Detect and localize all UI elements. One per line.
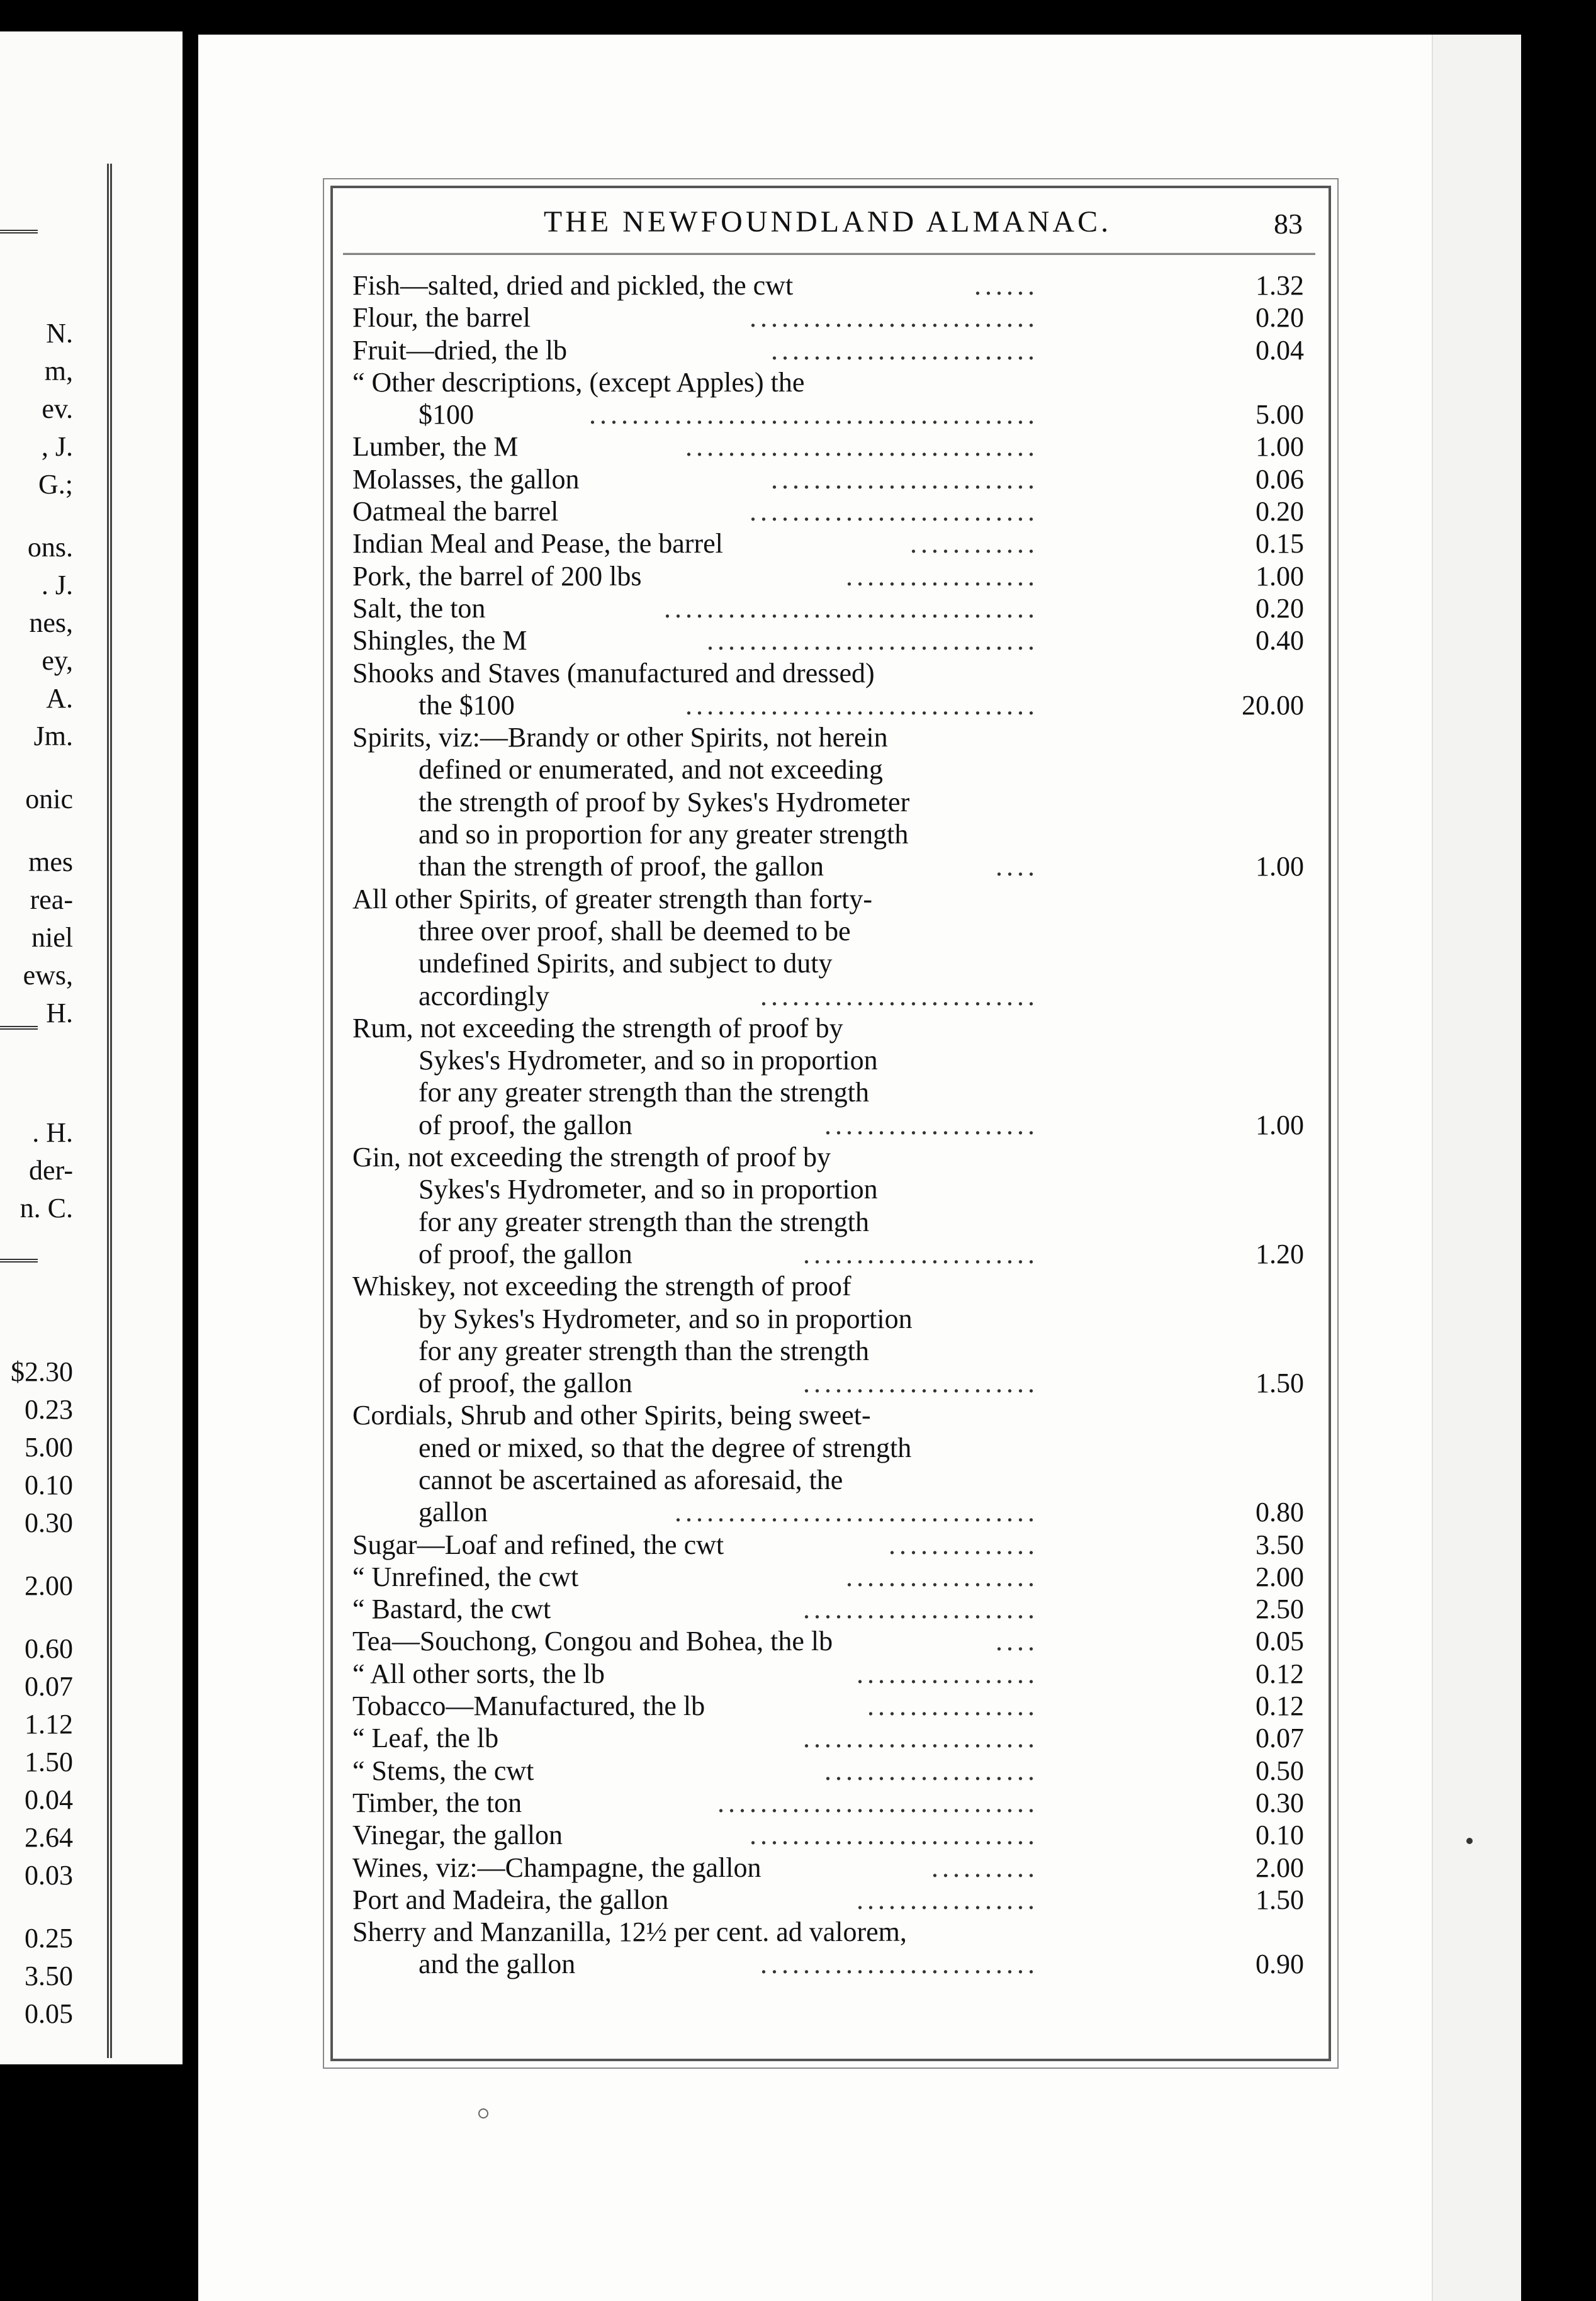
leader-dots: .............. [889, 1529, 1038, 1560]
leader-dots: ......................... [771, 463, 1038, 495]
ink-speck [1466, 1838, 1473, 1844]
tariff-row [352, 1722, 1309, 1754]
leader-dots: ................ [867, 1691, 1038, 1722]
tariff-row [352, 1819, 1309, 1851]
duty-value: 2.50 [1256, 1594, 1304, 1625]
tariff-row [352, 1367, 1309, 1399]
left-page-text: A. [46, 683, 73, 714]
tariff-row [352, 1529, 1309, 1561]
leader-dots: ...................... [803, 1368, 1038, 1399]
tariff-row [352, 366, 1309, 398]
tariff-row [352, 624, 1309, 656]
tariff-item: accordingly [419, 980, 549, 1011]
tariff-item: “ Bastard, the cwt [352, 1594, 551, 1625]
tariff-row [352, 301, 1309, 334]
tariff-row [352, 883, 1309, 915]
duty-value: 0.15 [1256, 528, 1304, 560]
left-page-value: 0.10 [25, 1470, 73, 1500]
left-page-value: 1.50 [25, 1747, 73, 1777]
leader-dots: .............................. [717, 1787, 1038, 1818]
left-page-text: . J. [41, 570, 73, 600]
tariff-item: of proof, the gallon [419, 1368, 632, 1399]
tariff-row [352, 1303, 1309, 1335]
left-page-value: 1.12 [25, 1709, 73, 1740]
duty-value: 1.50 [1256, 1368, 1304, 1399]
tariff-item: the strength of proof by Sykes's Hydrometer [419, 786, 910, 818]
duty-value: 0.20 [1256, 496, 1304, 527]
leader-dots: ................................. [685, 431, 1038, 463]
duty-value: 1.20 [1256, 1238, 1304, 1269]
tariff-item: Wines, viz:—Champagne, the gallon [352, 1852, 761, 1883]
tariff-item: than the strength of proof, the gallon [419, 851, 824, 882]
header-rule [343, 253, 1315, 255]
tariff-row [352, 1173, 1309, 1205]
tariff-item: and so in proportion for any greater strength [419, 819, 909, 850]
running-header [340, 205, 1315, 249]
tariff-item: gallon [419, 1497, 488, 1528]
tariff-row [352, 269, 1309, 301]
tariff-item: “ Stems, the cwt [352, 1755, 534, 1786]
tariff-item: Tobacco—Manufactured, the lb [352, 1691, 705, 1722]
duty-value: 0.90 [1256, 1949, 1304, 1980]
left-page-value: 3.50 [25, 1961, 73, 1991]
duty-value: 20.00 [1242, 689, 1304, 721]
left-page-value: 2.64 [25, 1822, 73, 1853]
leader-dots: ...................... [803, 1238, 1038, 1269]
left-page-text: ey, [42, 645, 73, 676]
leader-dots: .......................... [760, 980, 1038, 1011]
tariff-item: $100 [419, 399, 474, 430]
left-page-text: mes [28, 847, 73, 877]
left-page-text: G.; [38, 469, 73, 500]
tariff-list [352, 269, 1309, 1981]
tariff-item: Timber, the ton [352, 1787, 522, 1818]
tariff-row [352, 463, 1309, 495]
tariff-row [352, 818, 1309, 850]
tariff-row [352, 334, 1309, 366]
left-page-value: 0.25 [25, 1923, 73, 1954]
leader-dots: .... [996, 851, 1038, 882]
tariff-row [352, 527, 1309, 560]
leader-dots: ...................... [803, 1723, 1038, 1754]
duty-value: 0.05 [1256, 1626, 1304, 1657]
tariff-row [352, 980, 1309, 1012]
tariff-item: Flour, the barrel [352, 302, 531, 334]
duty-value: 0.50 [1256, 1755, 1304, 1786]
tariff-row [352, 1787, 1309, 1819]
duty-value: 0.40 [1256, 625, 1304, 656]
tariff-item: Lumber, the M [352, 431, 519, 463]
leader-dots: .... [996, 1626, 1038, 1657]
tariff-item: Fish—salted, dried and pickled, the cwt [352, 270, 794, 301]
duty-value: 1.00 [1256, 431, 1304, 463]
tariff-row [352, 657, 1309, 689]
tariff-row [352, 430, 1309, 463]
left-page-text: m, [44, 356, 73, 386]
tariff-item: Shingles, the M [352, 625, 527, 656]
tariff-item: of proof, the gallon [419, 1238, 632, 1269]
leader-dots: .................... [824, 1109, 1038, 1140]
duty-value: 0.12 [1256, 1691, 1304, 1722]
tariff-item: by Sykes's Hydrometer, and so in proportion [419, 1303, 913, 1334]
tariff-item: Whiskey, not exceeding the strength of proof [352, 1271, 851, 1302]
duty-value: 0.30 [1256, 1787, 1304, 1818]
tariff-item: of proof, the gallon [419, 1109, 632, 1140]
duty-value: 1.50 [1256, 1884, 1304, 1915]
leader-dots: ................................. [685, 689, 1038, 721]
left-page-value: 5.00 [25, 1432, 73, 1463]
left-page-text: Jm. [33, 721, 73, 751]
duty-value: 1.00 [1256, 560, 1304, 592]
page-title: THE NEWFOUNDLAND ALMANAC. [543, 205, 1112, 239]
tariff-row [352, 1916, 1309, 1948]
tariff-row [352, 1625, 1309, 1657]
left-page-text: rea- [30, 884, 73, 915]
tariff-row [352, 915, 1309, 947]
tariff-item: Fruit—dried, the lb [352, 334, 567, 366]
left-rule [0, 230, 38, 233]
tariff-item: All other Spirits, of greater strength than forty- [352, 883, 873, 914]
left-page-value: 0.60 [25, 1633, 73, 1664]
duty-value: 0.04 [1256, 334, 1304, 366]
leader-dots: ...................... [803, 1594, 1038, 1625]
page-number: 83 [1274, 208, 1303, 240]
left-page-text: H. [46, 998, 73, 1028]
tariff-row [352, 786, 1309, 818]
leader-dots: .................. [846, 1561, 1038, 1592]
tariff-row [352, 495, 1309, 527]
left-page-value: 0.30 [25, 1507, 73, 1538]
left-page-text: . H. [32, 1117, 73, 1148]
left-page-value: 0.04 [25, 1784, 73, 1815]
tariff-row [352, 1270, 1309, 1302]
left-page-value: 0.03 [25, 1860, 73, 1891]
leader-dots: ................. [857, 1884, 1038, 1915]
leader-dots: .......................... [760, 1949, 1038, 1980]
tariff-row [352, 1948, 1309, 1980]
tariff-item: Pork, the barrel of 200 lbs [352, 560, 642, 592]
duty-value: 0.12 [1256, 1658, 1304, 1689]
leader-dots: ........................... [750, 1820, 1038, 1851]
left-page-text: ons. [27, 532, 73, 563]
leader-dots: .................. [846, 560, 1038, 592]
tariff-item: Tea—Souchong, Congou and Bohea, the lb [352, 1626, 833, 1657]
duty-value: 1.32 [1256, 270, 1304, 301]
leader-dots: ............ [910, 528, 1038, 560]
tariff-item: defined or enumerated, and not exceeding [419, 754, 883, 785]
tariff-row [352, 1496, 1309, 1528]
left-page-value: 0.05 [25, 1998, 73, 2029]
left-page-text: nes, [29, 607, 73, 638]
left-page-text: der- [29, 1155, 73, 1186]
left-rule [0, 1259, 38, 1263]
tariff-row [352, 850, 1309, 882]
tariff-row [352, 721, 1309, 753]
tariff-row [352, 1044, 1309, 1076]
duty-value: 5.00 [1256, 399, 1304, 430]
tariff-row [352, 1852, 1309, 1884]
left-page-text: niel [31, 922, 73, 953]
tariff-item: the $100 [419, 689, 515, 721]
tariff-row [352, 1399, 1309, 1431]
left-page-text: N. [46, 318, 73, 349]
tariff-row [352, 1141, 1309, 1173]
page-edge [1432, 35, 1521, 2301]
leader-dots: .................... [824, 1755, 1038, 1786]
tariff-item: and the gallon [419, 1949, 576, 1980]
tariff-row [352, 1561, 1309, 1593]
tariff-item: for any greater strength than the strength [419, 1206, 869, 1237]
tariff-item: Sherry and Manzanilla, 12½ per cent. ad valorem, [352, 1916, 907, 1948]
tariff-item: Sykes's Hydrometer, and so in proportion [419, 1174, 878, 1205]
tariff-item: Vinegar, the gallon [352, 1820, 563, 1851]
duty-value: 2.00 [1256, 1852, 1304, 1883]
tariff-row [352, 1432, 1309, 1464]
left-page-text: ev. [42, 393, 73, 424]
tariff-item: “ Leaf, the lb [352, 1723, 499, 1754]
left-page-fragment [0, 31, 183, 2064]
tariff-item: cannot be ascertained as aforesaid, the [419, 1464, 843, 1495]
tariff-item: Rum, not exceeding the strength of proof by [352, 1012, 843, 1044]
leader-dots: ........................... [750, 302, 1038, 334]
tariff-item: “ All other sorts, the lb [352, 1658, 605, 1689]
leader-dots: ...... [974, 270, 1038, 301]
duty-value: 0.20 [1256, 592, 1304, 624]
duty-value: 2.00 [1256, 1561, 1304, 1592]
leader-dots: ................. [857, 1658, 1038, 1689]
tariff-item: ened or mixed, so that the degree of strength [419, 1432, 912, 1463]
leader-dots: .......... [931, 1852, 1038, 1883]
tariff-row [352, 1109, 1309, 1141]
leader-dots: ......................... [771, 334, 1038, 366]
tariff-row [352, 1238, 1309, 1270]
left-page-value: 0.07 [25, 1671, 73, 1702]
leader-dots: ........................... [750, 496, 1038, 527]
duty-value: 0.10 [1256, 1820, 1304, 1851]
tariff-item: Indian Meal and Pease, the barrel [352, 528, 723, 560]
left-page-text: , J. [41, 431, 73, 462]
tariff-item: Port and Madeira, the gallon [352, 1884, 669, 1915]
tariff-row [352, 592, 1309, 624]
duty-value: 1.00 [1256, 1109, 1304, 1140]
tariff-row [352, 1335, 1309, 1367]
leader-dots: ................................... [664, 592, 1038, 624]
tariff-row [352, 1690, 1309, 1722]
left-page-value: $2.30 [11, 1356, 73, 1387]
left-page-value: 0.23 [25, 1394, 73, 1425]
left-page-value: 2.00 [25, 1570, 73, 1601]
tariff-row [352, 1206, 1309, 1238]
duty-value: 0.07 [1256, 1723, 1304, 1754]
tariff-row [352, 689, 1309, 721]
tariff-item: Spirits, viz:—Brandy or other Spirits, not herein [352, 722, 888, 753]
tariff-row [352, 1464, 1309, 1496]
tariff-item: Shooks and Staves (manufactured and dressed) [352, 657, 875, 689]
duty-value: 1.00 [1256, 851, 1304, 882]
tariff-row [352, 947, 1309, 979]
tariff-item: three over proof, shall be deemed to be [419, 915, 851, 947]
tariff-row [352, 753, 1309, 785]
tariff-row [352, 560, 1309, 592]
tariff-item: Salt, the ton [352, 592, 486, 624]
tariff-item: “ Other descriptions, (except Apples) the [352, 366, 805, 398]
tariff-item: undefined Spirits, and subject to duty [419, 948, 833, 979]
ink-circle [478, 2108, 488, 2118]
left-page-text: ews, [23, 960, 73, 991]
tariff-item: Gin, not exceeding the strength of proof by [352, 1142, 831, 1173]
leader-dots: ............................... [707, 625, 1038, 656]
tariff-item: for any greater strength than the strength [419, 1335, 869, 1366]
leader-dots: .................................. [675, 1497, 1038, 1528]
tariff-row [352, 1658, 1309, 1690]
leader-dots: .......................................... [589, 399, 1038, 430]
tariff-item: Oatmeal the barrel [352, 496, 559, 527]
tariff-item: “ Unrefined, the cwt [352, 1561, 579, 1592]
duty-value: 0.20 [1256, 302, 1304, 334]
duty-value: 0.06 [1256, 463, 1304, 495]
tariff-item: Molasses, the gallon [352, 463, 580, 495]
tariff-row [352, 398, 1309, 430]
tariff-row [352, 1012, 1309, 1044]
duty-value: 3.50 [1256, 1529, 1304, 1560]
tariff-row [352, 1593, 1309, 1625]
tariff-item: Sykes's Hydrometer, and so in proportion [419, 1045, 878, 1076]
tariff-item: Sugar—Loaf and refined, the cwt [352, 1529, 724, 1560]
tariff-row [352, 1884, 1309, 1916]
left-page-text: n. C. [20, 1193, 73, 1224]
tariff-row [352, 1755, 1309, 1787]
duty-value: 0.80 [1256, 1497, 1304, 1528]
tariff-item: Cordials, Shrub and other Spirits, being sweet- [352, 1400, 871, 1431]
tariff-item: for any greater strength than the strength [419, 1077, 869, 1108]
tariff-row [352, 1076, 1309, 1108]
left-page-text: onic [25, 784, 73, 814]
